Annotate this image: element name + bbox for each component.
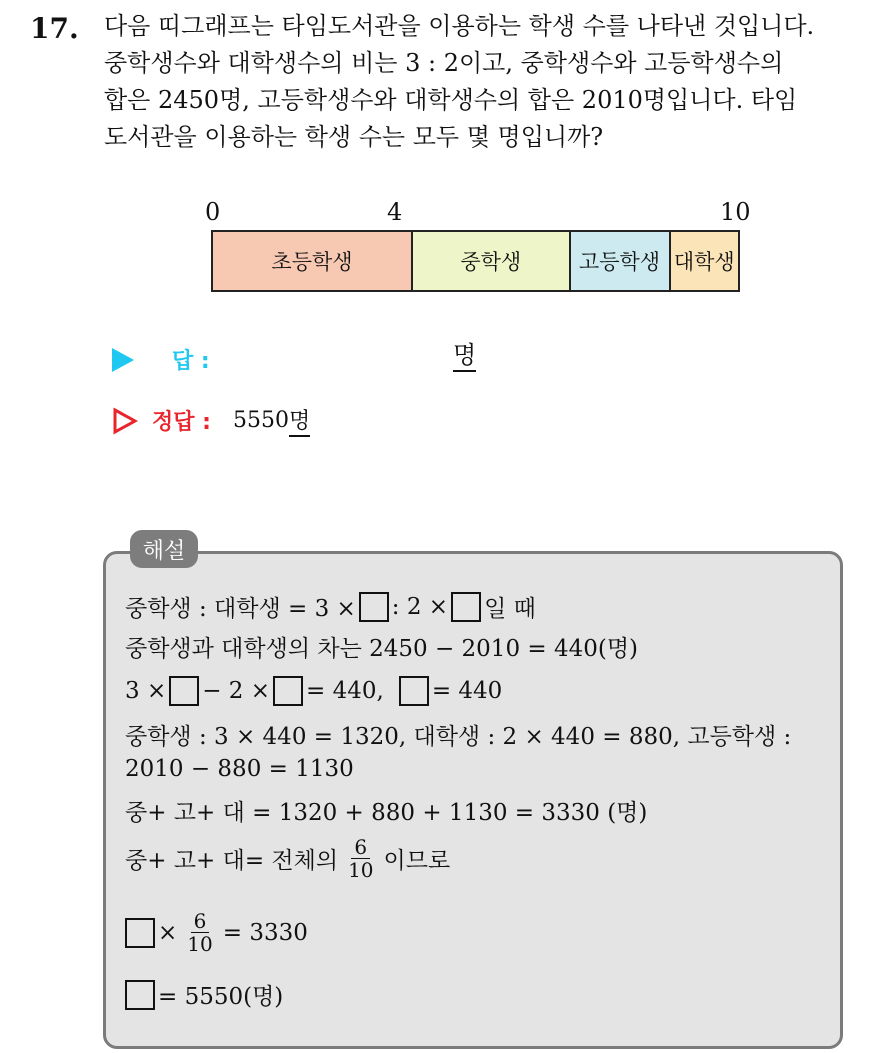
text: : 2 × xyxy=(391,593,449,620)
solution-line-1 xyxy=(125,590,536,623)
blank-box xyxy=(273,676,303,706)
text: = 440, xyxy=(306,678,384,704)
band-segment: 중학생 xyxy=(413,232,571,290)
question-line: 중학생수와 대학생수의 비는 3 : 2이고, 중학생수와 고등학생수의 xyxy=(104,49,784,77)
correct-row xyxy=(112,404,310,437)
correct-unit: 명 xyxy=(289,404,310,437)
solution-tag: 해설 xyxy=(130,530,198,568)
blank-box xyxy=(451,592,481,622)
band-segment: 고등학생 xyxy=(571,232,671,290)
answer-label: 답 : xyxy=(172,349,210,374)
text: 중학생 : 대학생 = 3 × xyxy=(125,596,356,622)
question-line: 합은 2450명, 고등학생수와 대학생수의 합은 2010명입니다. 타임 xyxy=(104,86,798,114)
blank-box xyxy=(125,980,155,1010)
question-line: 도서관을 이용하는 학생 수는 모두 몇 명입니까? xyxy=(104,123,604,151)
outline-triangle-icon xyxy=(112,407,138,435)
band-graph xyxy=(211,230,740,292)
text: = 440 xyxy=(431,678,503,704)
correct-value: 5550 xyxy=(232,408,289,433)
text: − 2 × xyxy=(202,678,271,704)
solution-line-6: 중+ 고+ 대 = 1320 + 880 + 1130 = 3330 (명) xyxy=(125,800,648,826)
solution-line-9 xyxy=(125,978,283,1011)
solution-line-5: 2010 − 880 = 1130 xyxy=(125,756,354,782)
numerator: 6 xyxy=(351,836,370,859)
text: = 3330 xyxy=(222,919,308,946)
denominator: 10 xyxy=(348,858,374,882)
scale-label-4: 4 xyxy=(387,198,403,226)
band-segment: 대학생 xyxy=(671,232,739,290)
fraction xyxy=(187,910,212,955)
answer-unit: 명 xyxy=(453,340,476,372)
scale-label-10: 10 xyxy=(720,198,751,226)
numerator: 6 xyxy=(191,910,210,933)
question-text xyxy=(104,8,874,156)
blank-box xyxy=(125,918,155,948)
band-segment: 초등학생 xyxy=(213,232,413,290)
text: 일 때 xyxy=(484,596,536,622)
blank-box xyxy=(169,676,199,706)
blank-box xyxy=(359,592,389,622)
scale-label-0: 0 xyxy=(205,198,221,226)
text: = 5550(명) xyxy=(158,984,284,1010)
answer-row xyxy=(112,344,210,375)
question-line: 다음 띠그래프는 타임도서관을 이용하는 학생 수를 나타낸 것입니다. xyxy=(104,12,815,40)
solution-line-3 xyxy=(125,676,502,706)
play-triangle-icon xyxy=(112,348,134,372)
text: × xyxy=(158,919,178,946)
denominator: 10 xyxy=(187,932,213,956)
text: 중+ 고+ 대= 전체의 xyxy=(125,848,339,874)
fraction xyxy=(348,836,373,881)
solution-line-4: 중학생 : 3 × 440 = 1320, 대학생 : 2 × 440 = 880, 고등학생 : xyxy=(125,724,792,750)
solution-line-7 xyxy=(125,836,450,881)
text: 3 × xyxy=(125,678,167,704)
correct-label: 정답 : xyxy=(152,410,211,435)
blank-box xyxy=(399,676,429,706)
question-number: 17. xyxy=(30,12,79,45)
solution-line-2: 중학생과 대학생의 차는 2450 − 2010 = 440(명) xyxy=(125,636,639,662)
solution-line-8 xyxy=(125,910,308,955)
text: 이므로 xyxy=(383,848,451,874)
